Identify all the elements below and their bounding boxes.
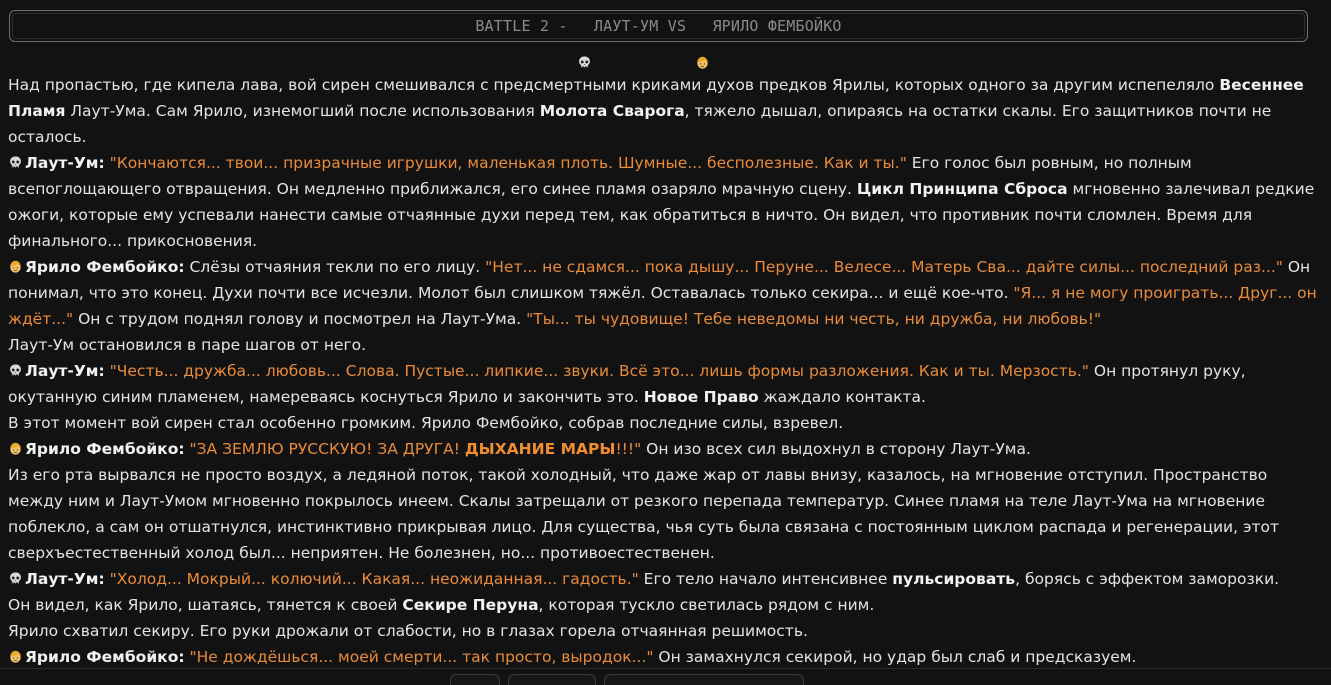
ability-name: Цикл Принципа Сброса xyxy=(856,180,1068,198)
battle-title xyxy=(475,17,841,35)
story-paragraph xyxy=(8,150,1318,254)
narration-text: мгновенно залечивал редкие ожоги, которые ему успевали нанести самые отчаянные духи перед тем, как обратиться в ничто. Он видел, что противник почти сломлен. Время для финального... прикосновения. xyxy=(8,180,1315,250)
vs-label: VS xyxy=(658,17,696,35)
narration-text: Его голос был ровным, но полным всепоглощающего отвращения. Он медленно приближался, его синее пламя озаряло мрачную сцену. xyxy=(8,154,1192,198)
narration-text: Он видел, как Ярило, шатаясь, тянется к своей xyxy=(8,596,403,614)
fighter1-name: ЛАУТ-УМ xyxy=(593,17,659,35)
speaker-name: Лаут-Ум: xyxy=(25,362,105,380)
story-paragraph xyxy=(8,358,1318,410)
ability-name: Новое Право xyxy=(643,388,759,406)
quote-text: "ЗА ЗЕМЛЮ РУССКУЮ! ЗА ДРУГА! xyxy=(189,440,465,458)
story-paragraph xyxy=(8,72,1318,150)
ability-name: Секире Перуна xyxy=(402,596,539,614)
blond-person-icon xyxy=(8,259,23,274)
blond-person-icon xyxy=(695,19,710,34)
story-paragraph xyxy=(8,644,1318,670)
narration-text: , борясь с эффектом заморозки. xyxy=(1015,570,1280,588)
ability-name: Весеннее Пламя xyxy=(8,76,1304,120)
blond-person-icon xyxy=(8,441,23,456)
speaker-name: Ярило Фембойко: xyxy=(25,440,185,458)
speaker-name: Ярило Фембойко: xyxy=(25,258,185,276)
narration-text: Его тело начало интенсивнее xyxy=(638,570,893,588)
story-paragraph: Ярило схватил секиру. Его руки дрожали от слабости, но в глазах горела отчаянная решимость. xyxy=(8,622,808,640)
dialogue-quote: "Ты... ты чудовище! Тебе неведомы ни честь, ни дружба, ни любовь!" xyxy=(526,310,1102,328)
dialogue-quote xyxy=(189,440,641,458)
title-prefix: BATTLE 2 - xyxy=(475,17,577,35)
narration-text: Лаут-Ума. Сам Ярило, изнемогший после использования xyxy=(65,102,540,120)
narration-text: Он изо всех сил выдохнул в сторону Лаут-Ума. xyxy=(641,440,1031,458)
narration-text: жаждало контакта. xyxy=(758,388,926,406)
story-paragraph xyxy=(8,254,1318,332)
narration-text: Над пропастью, где кипела лава, вой сирен смешивался с предсмертными криками духов предков Ярилы, которых одного за другим испепеляло xyxy=(8,76,1220,94)
ability-name: Молота Сварога xyxy=(539,102,685,120)
story-paragraph: В этот момент вой сирен стал особенно громким. Ярило Фембойко, собрав последние силы, взревел. xyxy=(8,414,844,432)
story-paragraph: Лаут-Ум остановился в паре шагов от него. xyxy=(8,336,367,354)
dialogue-quote: "Холод... Мокрый... колючий... Какая... неожиданная... гадость." xyxy=(109,570,639,588)
speaker-name: Лаут-Ум: xyxy=(25,570,105,588)
skull-icon xyxy=(8,571,23,586)
quote-text: !!!" xyxy=(615,440,642,458)
narration-text: Он замахнулся секирой, но удар был слаб и предсказуем. xyxy=(653,648,1137,666)
fighter2-name: ЯРИЛО ФЕМБОЙКО xyxy=(712,17,842,35)
narration-text: Он протянул руку, окутанную синим пламенем, намереваясь коснуться Ярило и закончить это. xyxy=(8,362,1246,406)
battle-story xyxy=(8,72,1318,670)
story-paragraph xyxy=(8,436,1318,462)
ability-name: ДЫХАНИЕ МАРЫ xyxy=(464,440,616,458)
narration-text: Слёзы отчаяния текли по его лицу. xyxy=(184,258,486,276)
narration-text: , которая тускло светилась рядом с ним. xyxy=(538,596,875,614)
story-paragraph xyxy=(8,592,1318,618)
dialogue-quote: "Я... я не могу проиграть... Друг... он ждёт..." xyxy=(8,284,1317,328)
story-paragraph: Из его рта вырвался не просто воздух, а ледяной поток, такой холодный, что даже жар от лавы внизу, казалось, на мгновение отступил. Пространство между ним и Лаут-Умом мгновенно покрылось инеем. Скалы затрещали от резкого перепада температур. Синее пламя на теле Лаут-Ума на мгновение поблекло, а сам он отшатнулся, инстинктивно прикрывая лицо. Для существа, чья суть была связана с постоянным циклом распада и регенерации, этот сверхъестественный холод был... неприятен. Не болезнен, но... противоестественен. xyxy=(8,466,1280,562)
narration-text: Он понимал, что это конец. Духи почти все исчезли. Молот был слишком тяжёл. Оставалась только секира... и ещё кое-что. xyxy=(8,258,1311,302)
ability-name: пульсировать xyxy=(892,570,1016,588)
story-paragraph xyxy=(8,566,1318,592)
skull-icon xyxy=(8,155,23,170)
narration-text: , тяжело дышал, опираясь на остатки скалы. Его защитников почти не осталось. xyxy=(8,102,1272,146)
dialogue-quote: "Кончаются... твои... призрачные игрушки, маленькая плоть. Шумные... бесполезные. Как и ты." xyxy=(109,154,907,172)
battle-title-bar xyxy=(9,10,1308,42)
dialogue-quote: "Не дождёшься... моей смерти... так просто, выродок..." xyxy=(189,648,654,666)
speaker-name: Лаут-Ум: xyxy=(25,154,105,172)
skull-icon xyxy=(577,19,592,34)
blond-person-icon xyxy=(8,649,23,664)
speaker-name: Ярило Фембойко: xyxy=(25,648,185,666)
dialogue-quote: "Нет... не сдамся... пока дышу... Перуне... Велесе... Матерь Сва... дайте силы... последний раз..." xyxy=(485,258,1283,276)
skull-icon xyxy=(8,363,23,378)
dialogue-quote: "Честь... дружба... любовь... Слова. Пустые... липкие... звуки. Всё это... лишь формы разложения. Как и ты. Мерзость." xyxy=(109,362,1089,380)
narration-text: Он с трудом поднял голову и посмотрел на Лаут-Ума. xyxy=(73,310,527,328)
